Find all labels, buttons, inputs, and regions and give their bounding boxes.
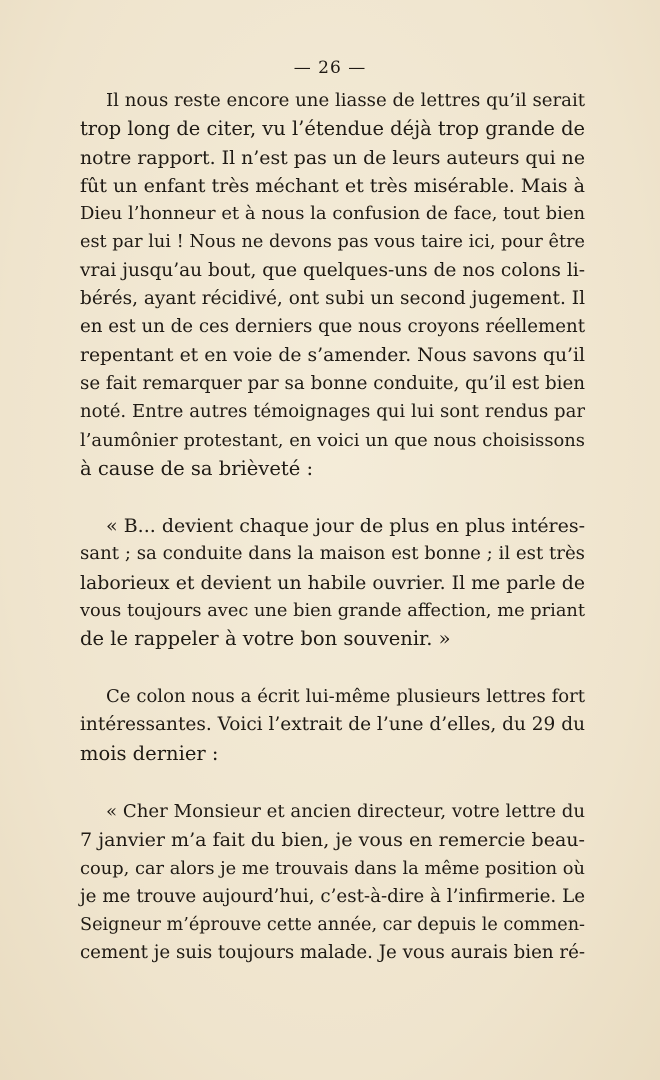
- paragraph-2-quote: [80, 512, 585, 653]
- text-line: je me trouve aujourd’hui, c’est-à-dire à l’infirmerie. Le: [80, 885, 585, 907]
- text-line: en est un de ces derniers que nous croyons réellement: [80, 316, 586, 338]
- text-line: cement je suis toujours malade. Je vous aurais bien ré-: [80, 942, 585, 964]
- text-line: notre rapport. Il n’est pas un de leurs auteurs qui ne: [80, 146, 585, 169]
- text-line: mois dernier :: [80, 741, 219, 765]
- text-line: Ce colon nous a écrit lui-même plusieurs lettres fort: [106, 686, 585, 707]
- text-line: « Cher Monsieur et ancien directeur, votre lettre du: [106, 801, 585, 822]
- text-line: noté. Entre autres témoignages qui lui sont rendus par: [80, 401, 585, 423]
- page-number: — 26 —: [293, 58, 367, 78]
- text-line: repentant et en voie de s’amender. Nous savons qu’il: [80, 344, 585, 366]
- text-line: se fait remarquer par sa bonne conduite, qu’il est bien: [80, 372, 585, 394]
- text-line: laborieux et devient un habile ouvrier. Il me parle de: [80, 571, 585, 594]
- text-line: Dieu l’honneur et à nous la confusion de face, tout bien: [80, 203, 585, 225]
- paragraph-4-letter: [80, 798, 585, 968]
- text-line: est par lui ! Nous ne devons pas vous taire ici, pour être: [80, 232, 585, 253]
- text-line: « B... devient chaque jour de plus en plus intéres-: [106, 515, 585, 537]
- text-line: fût un enfant très méchant et très misérable. Mais à: [80, 174, 585, 197]
- paragraph-3: [80, 683, 585, 768]
- text-line: Il nous reste encore une liasse de lettres qu’il serait: [106, 90, 586, 111]
- text-line: bérés, ayant récidivé, ont subi un second jugement. Il: [80, 288, 585, 310]
- text-line: l’aumônier protestant, en voici un que nous choisissons: [80, 429, 585, 451]
- text-line: 7 janvier m’a fait du bien, je vous en remercie beau-: [80, 829, 585, 852]
- text-line: de le rappeler à votre bon souvenir. »: [80, 627, 451, 651]
- paragraph-1: [80, 87, 585, 483]
- text-line: sant ; sa conduite dans la maison est bonne ; il est très: [80, 543, 585, 565]
- text-line: trop long de citer, vu l’étendue déjà trop grande de: [80, 117, 585, 141]
- text-line: vous toujours avec une bien grande affection, me priant: [80, 600, 585, 621]
- text-line: coup, car alors je me trouvais dans la même position où: [80, 857, 586, 879]
- text-line: vrai jusqu’au bout, que quelques-uns de nos colons li-: [80, 259, 585, 281]
- text-line: Seigneur m’éprouve cette année, car depuis le commen-: [80, 915, 585, 936]
- text-line: intéressantes. Voici l’extrait de l’une d’elles, du 29 du: [80, 714, 585, 736]
- text-line: à cause de sa brièveté :: [80, 456, 314, 480]
